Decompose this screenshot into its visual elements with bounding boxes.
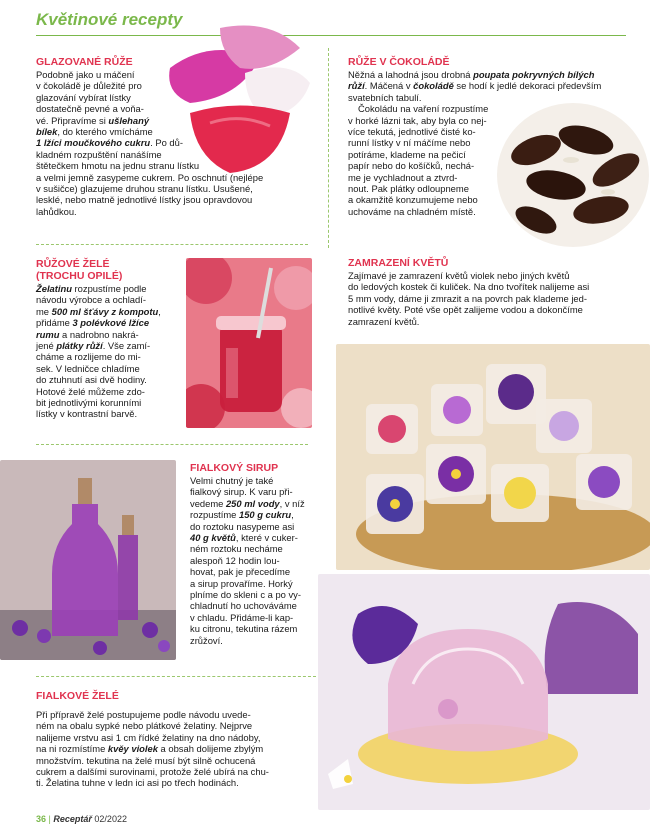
chocolate-petals-image [496, 100, 650, 250]
freeze-text: Zajímavé je zamrazení květů violek nebo jiných květů do ledových kostek či kuliček. Na dno tvořítek nalijeme asi 5 mm vody, dáme ji zmrazit a na povrch pak klademe jed- notlivé květy. Poté vše opět zalijeme vodou a dokončíme zamrazení květů. [348, 270, 590, 327]
syrup-text: Velmi chutný je také fialkový sirup. K varu při- vedeme 250 ml vody, v níž rozpustíme 150 g cukru, do roztoku nasypeme asi 40 g květů, které v cuker- ném roztoku necháme alespoň 12 hodin lou- hovat, pak je přecedíme a sirup provaříme. Horký plníme do skleni c a po vy- chladnutí ho uchováváme v chladu. Přidáme-li kap- ku citronu, tekutina rázem zrůžoví. [190, 475, 305, 646]
divider [36, 444, 308, 445]
violet-jelly-text: Při přípravě želé postupujeme podle návodu uvede- ném na obalu sypké nebo plátkové želatiny. Nejprve nalijeme vrstvu asi 1 cm řídké želatiny na dno nádoby, na ni rozmístíme kvěy violek a obsah dolijeme zbylým množstvím. tekutina na želé musí být silně ochucená cukrem a dalšími surovinami, protože želé ubírá na chu- ti. Želatina tuhne v ledn ici asi po třech hodinách. [36, 709, 269, 789]
violet-jelly-heading: FIALKOVÉ ŽELÉ [36, 690, 119, 702]
divider [36, 244, 308, 245]
issue-number: 02/2022 [94, 814, 127, 824]
jelly-heading: RŮŽOVÉ ŽELÉ [36, 258, 110, 270]
divider [36, 676, 316, 677]
jelly-subheading: (TROCHU OPILÉ) [36, 270, 123, 282]
violet-syrup-bottles-image [0, 460, 176, 660]
choco-text: Něžná a lahodná jsou drobná poupata pokryvných bílých růží. Máčená v čokoládě se hodí k jedlé dekoraci především svatebních tabulí. Čokoládu na vaření rozpustíme v horké lázni tak, aby byla co nej- více tekutá, jednotlivé čisté ko- runní lístky v ní máčíme nebo potíráme, klademe na pečicí papír nebo do košíčků, nechá- me je vychladnout a ztvrd- nout. Pak plátky odloupneme a okamžitě konzumujeme nebo uchováme na chladném místě. [348, 69, 602, 217]
freeze-heading: ZAMRAZENÍ KVĚTŮ [348, 257, 449, 269]
violet-jelly-image [318, 574, 650, 810]
column-divider [328, 48, 329, 248]
page-footer: 36 | Receptář 02/2022 [36, 814, 127, 824]
title-rule [36, 35, 626, 36]
jelly-text: Želatinu rozpustíme podle návodu výrobce a ochladí- me 500 ml šťávy z kompotu, přidáme 3 polévkové lžíce rumu a nadrobno nakrá- jené plátky růží. Vše zamí- cháme a rozlijeme do mi- sek. V ledničce chladíme do ztuhnutí asi dvě hodiny. Hotové želé můžeme zdo- bit jednotlivými korunními lístky v kontrastní barvě. [36, 283, 161, 420]
petals-image [150, 18, 320, 178]
page-title: Květinové recepty [36, 10, 183, 29]
choco-heading: RŮŽE V ČOKOLÁDĚ [348, 56, 450, 68]
glazed-text: Podobně jako u máčení v čokoládě je důležité pro glazování vybírat lístky dostatečně pevné a voňa- vé. Připravíme si ušlehaný bílek, do kterého vmícháme 1 lžíci moučkového cukru. Po dů- kladném rozpuštění nanášíme štětečkem hmotu na jednu stranu lístku a velmi jemně zasypeme cukrem. Po oschnutí (nejlépe v sušičce) glazujeme druhou stranu lístku. Usušené, lesklé, nebo matně jednotlivé lístky jsou opravdovou lahůdkou. [36, 69, 264, 217]
page-number: 36 [36, 814, 47, 824]
syrup-heading: FIALKOVÝ SIRUP [190, 462, 279, 474]
glazed-heading: GLAZOVANÉ RŮŽE [36, 56, 133, 68]
rose-jelly-jar-image [186, 258, 312, 428]
frozen-flower-cubes-image [336, 344, 650, 570]
magazine-name: Receptář [53, 814, 92, 824]
